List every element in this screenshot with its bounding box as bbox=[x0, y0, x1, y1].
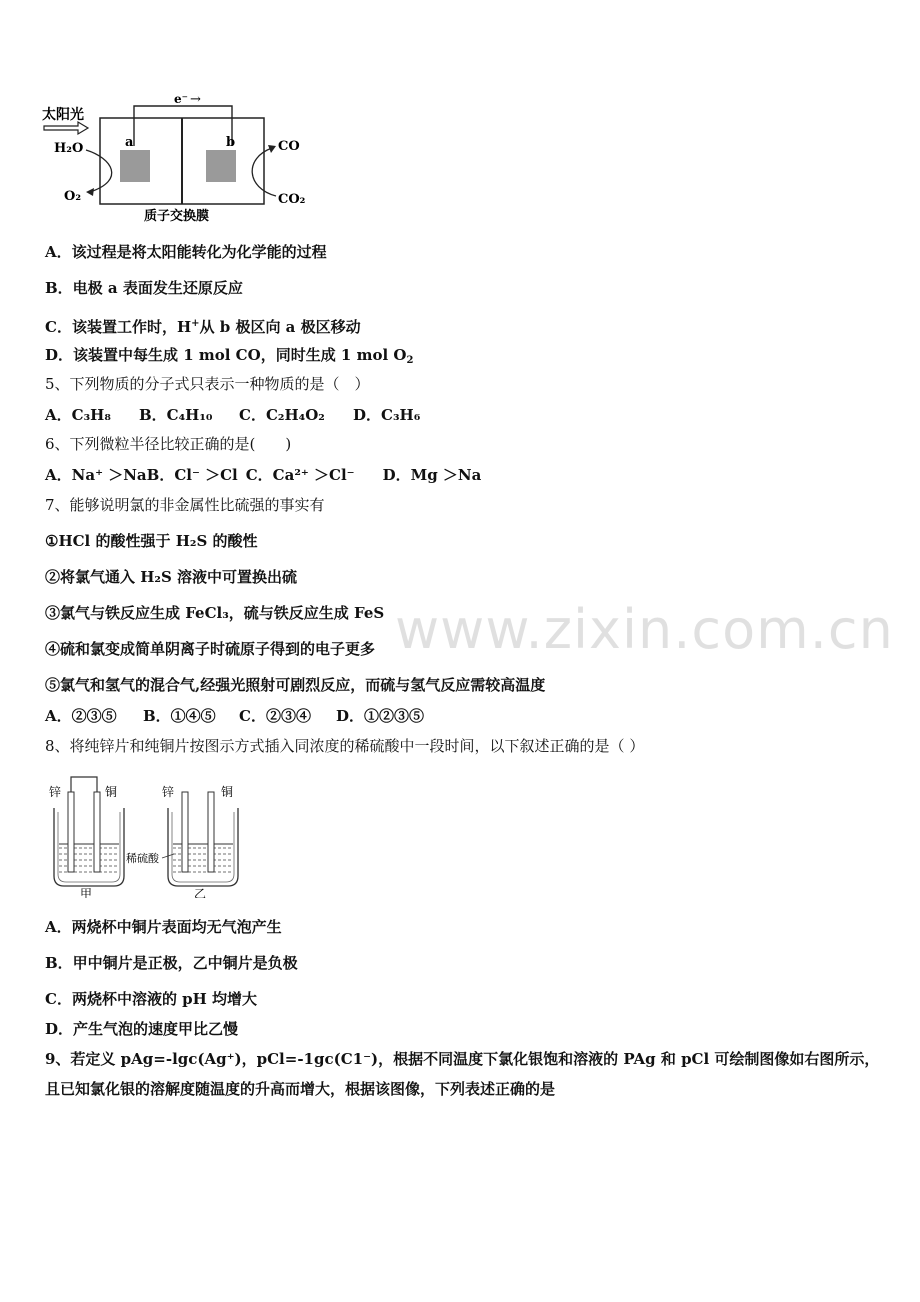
electrode-b bbox=[206, 150, 236, 182]
q4-option-a: A．该过程是将太阳能转化为化学能的过程 bbox=[45, 243, 327, 261]
beaker-jia-inner bbox=[58, 812, 120, 882]
q8-option-c: C．两烧杯中溶液的 pH 均增大 bbox=[45, 990, 258, 1008]
watermark: www.zixin.com.cn bbox=[395, 598, 894, 661]
q5-option-b: B．C₄H₁₀ bbox=[139, 406, 213, 424]
q4-option-c-post: 从 b 极区向 a 极区移动 bbox=[199, 318, 361, 336]
yi-zinc-label: 锌 bbox=[162, 785, 175, 799]
q5-option-c: C．C₂H₄O₂ bbox=[239, 406, 325, 424]
co-label: CO bbox=[278, 139, 300, 154]
q5-option-a: A．C₃H₈ bbox=[45, 406, 111, 424]
sunlight-label: 太阳光 bbox=[42, 107, 84, 123]
q4-option-d-sub: 2 bbox=[406, 355, 414, 366]
q7-statement-3: ③氯气与铁反应生成 FeCl₃，硫与铁反应生成 FeS bbox=[45, 604, 385, 622]
o2-label: O₂ bbox=[64, 189, 82, 204]
q4-option-d-pre: D．该装置中每生成 1 mol CO，同时生成 1 mol O bbox=[45, 346, 407, 364]
electron-arrow: → bbox=[190, 92, 201, 107]
co2-label: CO₂ bbox=[278, 192, 306, 207]
jia-copper-plate bbox=[94, 792, 100, 872]
q4-option-c bbox=[45, 314, 361, 337]
acid-label: 稀硫酸 bbox=[126, 852, 159, 865]
jia-zinc-plate bbox=[68, 792, 74, 872]
sunlight-arrow-icon bbox=[44, 122, 88, 134]
q9-stem: 9、若定义 pAg=-lgc(Ag⁺)，pCl=-1gc(C1⁻)，根据不同温度下氯化银饱和溶液的 PAg 和 pCl 可绘制图像如右图所示，且已知氯化银的溶解度随温度的升高而增大，根据该图像，下列表述正确的是 bbox=[45, 1050, 880, 1098]
yi-zinc-plate bbox=[182, 792, 188, 872]
q4-option-b: B．电极 a 表面发生还原反应 bbox=[45, 279, 243, 297]
q6-stem: 6、下列微粒半径比较正确的是( ) bbox=[45, 435, 292, 453]
yi-copper-label: 铜 bbox=[221, 785, 234, 799]
q7-option-c: C．②③④ bbox=[239, 707, 311, 725]
q8-stem: 8、将纯锌片和纯铜片按图示方式插入同浓度的稀硫酸中一段时间，以下叙述正确的是（ ） bbox=[45, 737, 645, 755]
beaker-jia bbox=[54, 808, 124, 886]
q7-statement-2: ②将氯气通入 H₂S 溶液中可置换出硫 bbox=[45, 568, 298, 586]
electrode-a bbox=[120, 150, 150, 182]
q6-option-b: B．Cl⁻ ＞Cl bbox=[146, 466, 238, 484]
q7-option-b: B．①④⑤ bbox=[143, 707, 216, 725]
q6-option-a: A．Na⁺ ＞Na bbox=[45, 466, 147, 484]
q6-option-c: C．Ca²⁺ ＞Cl⁻ bbox=[245, 466, 355, 484]
q7-option-a: A．②③⑤ bbox=[45, 707, 117, 725]
jia-label: 甲 bbox=[80, 887, 93, 898]
q8-option-a: A．两烧杯中铜片表面均无气泡产生 bbox=[45, 918, 282, 936]
jia-zinc-label: 锌 bbox=[49, 785, 62, 799]
q4-option-d bbox=[45, 345, 413, 371]
q7-statement-5: ⑤氯气和氢气的混合气,经强光照射可剧烈反应，而硫与氢气反应需较高温度 bbox=[45, 676, 546, 694]
beaker-yi bbox=[168, 808, 238, 886]
h2o-label: H₂O bbox=[54, 141, 84, 156]
q4-option-c-sup: + bbox=[191, 318, 200, 329]
q5-options bbox=[45, 405, 420, 425]
yi-label: 乙 bbox=[194, 887, 207, 898]
electrode-a-label: a bbox=[125, 135, 134, 150]
electrode-b-label: b bbox=[226, 135, 236, 150]
q7-statement-4: ④硫和氯变成简单阴离子时硫原子得到的电子更多 bbox=[45, 640, 376, 658]
electrolysis-diagram bbox=[40, 88, 330, 228]
q5-stem: 5、下列物质的分子式只表示一种物质的是（ ） bbox=[45, 375, 370, 393]
jia-copper-label: 铜 bbox=[105, 785, 118, 799]
q6-option-d: D．Mg ＞Na bbox=[382, 466, 482, 484]
q8-option-b: B．甲中铜片是正极，乙中铜片是负极 bbox=[45, 954, 298, 972]
beaker-yi-inner bbox=[172, 812, 234, 882]
yi-copper-plate bbox=[208, 792, 214, 872]
q7-stem: 7、能够说明氯的非金属性比硫强的事实有 bbox=[45, 496, 325, 514]
q4-option-c-pre: C．该装置工作时，H bbox=[45, 318, 192, 336]
left-reaction-curve bbox=[86, 150, 112, 192]
q5-option-d: D．C₃H₆ bbox=[353, 406, 421, 424]
q6-options bbox=[45, 465, 481, 485]
q8-option-d: D．产生气泡的速度甲比乙慢 bbox=[45, 1020, 239, 1038]
q7-option-d: D．①②③⑤ bbox=[336, 707, 425, 725]
beaker-diagram bbox=[44, 772, 244, 898]
membrane-label: 质子交换膜 bbox=[144, 209, 210, 224]
q7-statement-1: ①HCl 的酸性强于 H₂S 的酸性 bbox=[45, 532, 258, 550]
left-arrowhead-icon bbox=[86, 188, 94, 196]
electron-label: e⁻ bbox=[174, 92, 188, 106]
jia-wire bbox=[71, 777, 97, 792]
q7-options bbox=[45, 706, 424, 726]
